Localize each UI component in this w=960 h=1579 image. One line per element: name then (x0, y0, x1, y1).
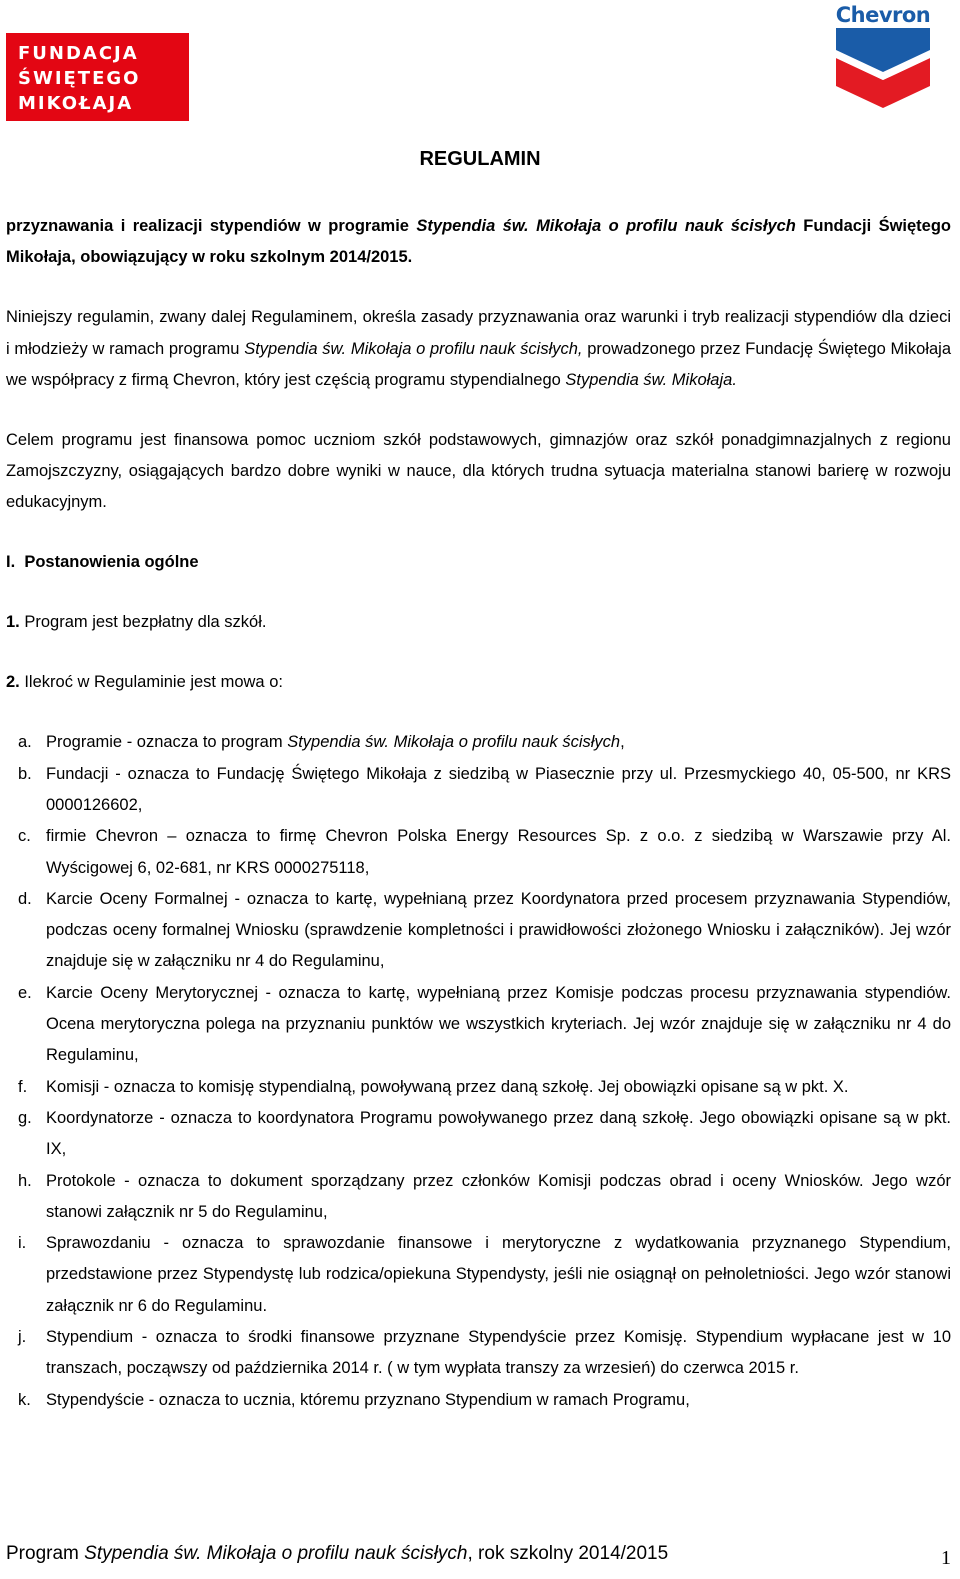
chevron-wordmark: Chevron (835, 3, 931, 27)
list-text: Fundacji - oznacza to Fundację Świętego Mikołaja z siedzibą w Piasecznie przy ul. Przesmyckiego 40, 05-500, nr KRS 0000126602, (46, 764, 951, 814)
list-text: Sprawozdaniu - oznacza to sprawozdanie finansowe i merytoryczne z wydatkowania przyznanego Stypendium, przedstawione przez Stypendystę lub rodzica/opiekuna Stypendysty, jeśli nie osiągnął on pełnoletniości. Jego wzór stanowi załącznik nr 6 do Regulaminu. (46, 1234, 951, 1315)
list-item (6, 821, 951, 884)
list-label: e. (18, 983, 32, 1002)
footer-program-name: Stypendia św. Mikołaja o profilu nauk ścisłych (84, 1543, 468, 1564)
list-label: a. (18, 733, 32, 752)
list-program-name: Stypendia św. Mikołaja o profilu nauk ścisłych (287, 733, 621, 752)
definitions-list (6, 727, 951, 1416)
list-text: Komisji - oznacza to komisję stypendialną, powoływaną przez daną szkołę. Jej obowiązki opisane są w pkt. X. (46, 1077, 849, 1096)
goal-paragraph: Celem programu jest finansowa pomoc uczniom szkół podstawowych, gimnazjów oraz szkół ponadgimnazjalnych z regionu Zamojszczyzny, osiągających bardzo dobre wyniki w nauce, dla których trudna sytuacja materialna stanowi barierę w rozwoju edukacyjnym. (6, 430, 951, 512)
intro-program-name: Stypendia św. Mikołaja. (565, 370, 737, 389)
fundacja-logo-line: MIKOŁAJA (18, 93, 134, 114)
intro-paragraph (6, 302, 951, 396)
list-text: , (620, 733, 625, 752)
subtitle-program-name: Stypendia św. Mikołaja o profilu nauk ścisłych (416, 217, 796, 235)
fundacja-logo-line: FUNDACJA (18, 43, 139, 64)
fundacja-logo (6, 33, 189, 121)
list-label: c. (18, 827, 31, 846)
list-text: Protokole - oznacza to dokument sporządzany przez członków Komisji podczas obrad i oceny Wniosków. Jego wzór stanowi załącznik nr 5 do Regulaminu, (46, 1171, 951, 1221)
document-body (6, 211, 951, 1416)
list-label: h. (18, 1171, 32, 1190)
section-number: I. (6, 553, 16, 572)
point-1 (6, 607, 951, 638)
list-label: i. (18, 1234, 27, 1253)
list-label: g. (18, 1108, 32, 1127)
chevron-emblem-icon (834, 28, 932, 110)
list-label: d. (18, 889, 32, 908)
list-text: Koordynatorze - oznacza to koordynatora Programu powoływanego przez daną szkołę. Jego obowiązki opisane są w pkt. IX, (46, 1108, 951, 1159)
list-text: Programie - oznacza to program (46, 733, 288, 752)
point-text: Ilekroć w Regulaminie jest mowa o: (19, 673, 283, 692)
page-number: 1 (941, 1547, 951, 1569)
footer-text: , rok szkolny 2014/2015 (467, 1543, 669, 1564)
list-item (6, 1385, 951, 1416)
list-item (6, 759, 951, 822)
subtitle-text: Fundacji Świętego Mikołaja, obowiązujący w roku szkolnym 2014/2015. (6, 217, 951, 267)
list-item (6, 884, 951, 978)
document-title: REGULAMIN (419, 148, 541, 170)
intro-text: Niniejszy regulamin, zwany dalej Regulaminem, określa zasady przyznawania oraz warunki i tryb realizacji stypendiów dla dzieci i młodzieży w ramach programu (6, 308, 951, 358)
fundacja-logo-line: ŚWIĘTEGO (18, 68, 141, 89)
document-subtitle (6, 211, 951, 274)
list-text: Stypendyście - oznacza to ucznia, któremu przyznano Stypendium w ramach Programu, (46, 1390, 690, 1409)
list-item (6, 1166, 951, 1229)
point-number: 2. (6, 673, 20, 692)
footer-text: Program (6, 1543, 85, 1564)
list-text: Karcie Oceny Formalnej - oznacza to kartę, wypełnianą przez Koordynatora przed procesem przyznawania Stypendiów, podczas oceny formalnej Wniosku (sprawdzenie kompletności i prawidłowości złożonego Wniosku i załączników). Jej wzór znajduje się w załączniku nr 4 do Regulaminu, (46, 889, 951, 971)
section-title: Postanowienia ogólne (24, 553, 199, 572)
list-label: k. (18, 1390, 31, 1409)
list-item (6, 1322, 951, 1385)
point-2 (6, 667, 951, 698)
list-text: Stypendium - oznacza to środki finansowe przyznane Stypendyście przez Komisję. Stypendium wypłacane jest w 10 transzach, począwszy od października 2014 r. ( w tym wypłata transzy za wrzesień) do czerwca 2015 r. (46, 1328, 951, 1378)
chevron-logo (834, 2, 932, 112)
list-item (6, 1072, 951, 1103)
list-item (6, 1228, 951, 1322)
subtitle-text: przyznawania i realizacji stypendiów w programie (6, 217, 417, 235)
list-item (6, 727, 951, 758)
list-label: f. (18, 1077, 28, 1096)
list-label: j. (18, 1328, 27, 1347)
point-number: 1. (6, 613, 20, 632)
page-footer (6, 1538, 951, 1570)
list-text: Karcie Oceny Merytorycznej - oznacza to kartę, wypełnianą przez Komisje podczas procesu przyznawania stypendiów. Ocena merytoryczna polega na przyznaniu punktów we wszystkich kryteriach. Jej wzór znajduje się w załączniku nr 4 do Regulaminu, (46, 983, 951, 1065)
list-text: firmie Chevron – oznacza to firmę Chevron Polska Energy Resources Sp. z o.o. z siedzibą w Warszawie przy Al. Wyścigowej 6, 02-681, nr KRS 0000275118, (46, 827, 951, 877)
intro-program-name: Stypendia św. Mikołaja o profilu nauk ścisłych, (244, 339, 583, 358)
section-heading (6, 547, 951, 578)
list-label: b. (18, 764, 32, 783)
intro-text: prowadzonego przez Fundację Świętego Mikołaja we współpracy z firmą Chevron, który jest częścią programu stypendialnego (6, 339, 951, 389)
point-text: Program jest bezpłatny dla szkół. (19, 613, 267, 632)
list-item (6, 978, 951, 1072)
list-item (6, 1103, 951, 1166)
